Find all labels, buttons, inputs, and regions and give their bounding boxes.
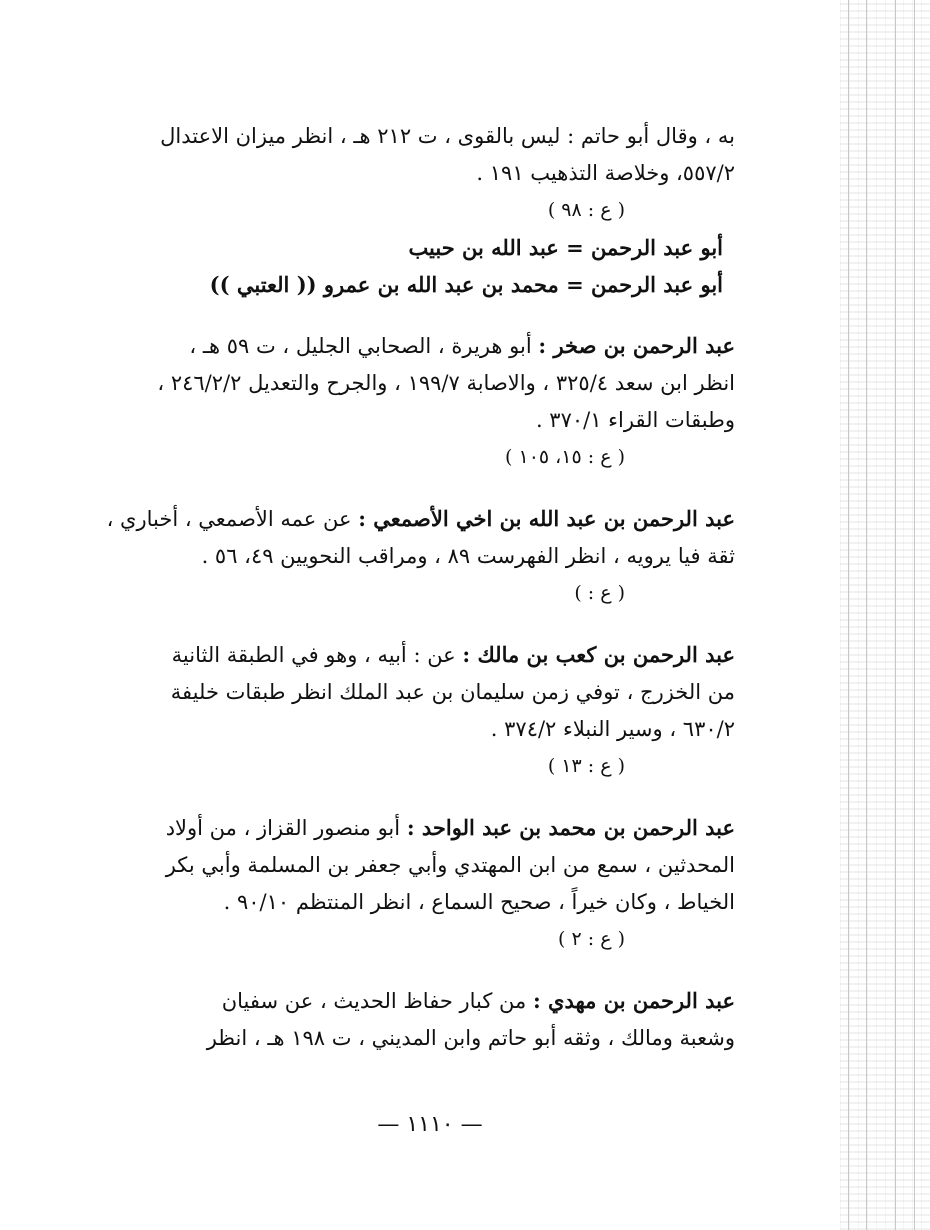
entry-code: ( ع : ٢ ) (558, 928, 625, 950)
page-body (95, 118, 735, 1081)
text-line: من الخزرج ، توفي زمن سليمان بن عبد الملك انظر طبقات خليفة (170, 680, 735, 704)
edge-line (866, 0, 867, 1230)
entry-code: ( ع : ٩٨ ) (547, 199, 625, 221)
entry-name: عبد الرحمن بن صخر : (538, 333, 735, 358)
alias-line: أبو عبد الرحمن = عبد الله بن حبيب (408, 235, 723, 260)
biography-entry (95, 500, 735, 612)
entry-name: عبد الرحمن بن محمد بن عبد الواحد : (406, 815, 735, 840)
edge-line (895, 0, 896, 1230)
continuation-entry (95, 118, 735, 229)
text-line: عن : أبيه ، وهو في الطبقة الثانية (171, 643, 456, 667)
entry-code: ( ع : ) (574, 582, 625, 604)
text-line: عن عمه الأصمعي ، أخباري ، (106, 507, 352, 531)
alias-line: أبو عبد الرحمن = محمد بن عبد الله بن عمرو (( العتبي )) (209, 272, 723, 297)
text-line: من كبار حفاظ الحديث ، عن سفيان (221, 989, 527, 1013)
alias-list (95, 229, 735, 303)
entry-name: عبد الرحمن بن كعب بن مالك : (462, 642, 735, 667)
entry-name: عبد الرحمن بن عبد الله بن اخي الأصمعي : (358, 506, 735, 531)
text-line: أبو منصور القزاز ، من أولاد (165, 816, 401, 840)
edge-line (848, 0, 849, 1230)
scanned-page-edge (840, 0, 930, 1230)
text-line: ثقة فيا يرويه ، انظر الفهرست ٨٩ ، ومراقب النحويين ٤٩، ٥٦ . (201, 544, 735, 568)
text-line: وطبقات القراء ٣٧٠/١ . (535, 408, 735, 432)
text-line: انظر ابن سعد ٣٢٥/٤ ، والاصابة ١٩٩/٧ ، والجرح والتعديل ٢٤٦/٢/٢ ، (157, 371, 735, 395)
entry-code: ( ع : ١٥، ١٠٥ ) (505, 446, 625, 468)
biography-entry (95, 982, 735, 1057)
text-line: به ، وقال أبو حاتم : ليس بالقوى ، ت ٢١٢ هـ ، انظر ميزان الاعتدال (160, 124, 735, 148)
entry-code: ( ع : ١٣ ) (547, 755, 625, 777)
text-line: ٦٣٠/٢ ، وسير النبلاء ٣٧٤/٢ . (490, 717, 735, 741)
text-line: الخياط ، وكان خيراً ، صحيح السماع ، انظر المنتظم ٩٠/١٠ . (223, 890, 735, 914)
edge-line (914, 0, 915, 1230)
text-line: وشعبة ومالك ، وثقه أبو حاتم وابن المديني ، ت ١٩٨ هـ ، انظر (206, 1026, 735, 1050)
text-line: أبو هريرة ، الصحابي الجليل ، ت ٥٩ هـ ، (189, 334, 532, 358)
text-line: المحدثين ، سمع من ابن المهتدي وأبي جعفر بن المسلمة وأبي بكر (165, 853, 735, 877)
biography-entry (95, 327, 735, 476)
biography-entry (95, 636, 735, 785)
text-line: ٥٥٧/٢، وخلاصة التذهيب ١٩١ . (476, 161, 735, 185)
biography-entry (95, 809, 735, 958)
page-number: — ١١١٠ — (377, 1112, 483, 1137)
entry-name: عبد الرحمن بن مهدي : (532, 988, 735, 1013)
